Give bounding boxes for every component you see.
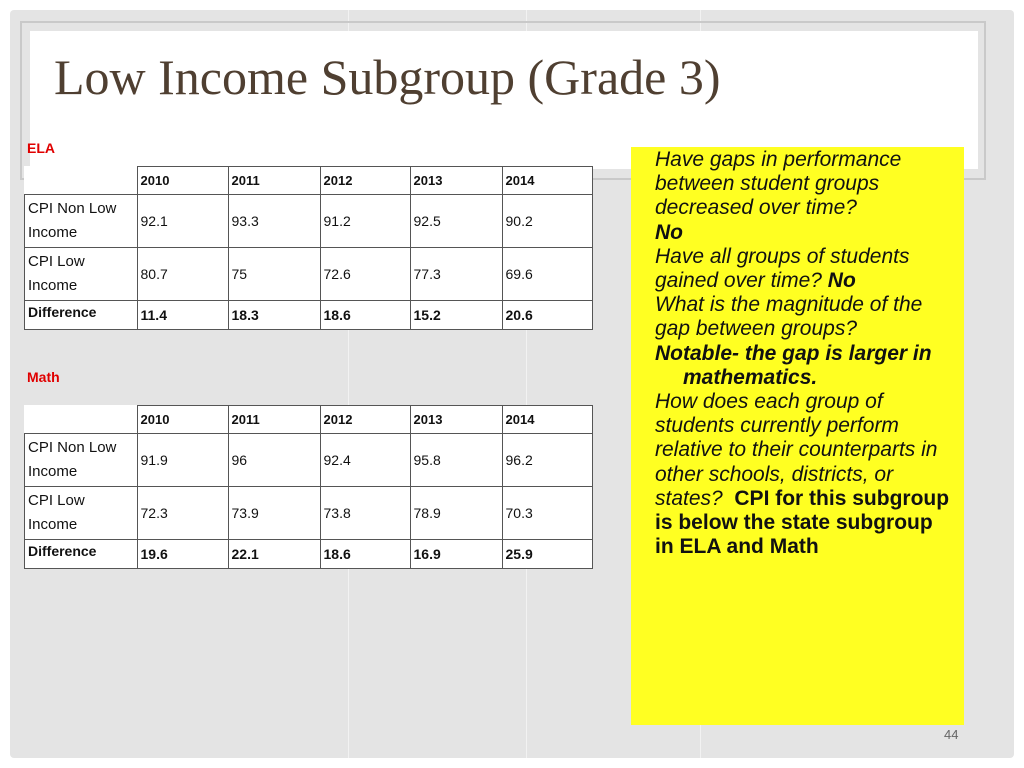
ela-section-label: ELA (27, 140, 55, 156)
answer-text: Notable- the gap is larger in mathematics. (655, 341, 932, 389)
questions-callout (631, 147, 964, 725)
table-cell: 91.2 (320, 195, 410, 248)
table-cell: 18.6 (320, 301, 410, 330)
ela-year-header: 2011 (228, 167, 320, 195)
ela-row-difference (25, 301, 593, 330)
row-label: CPI Non Low Income (25, 195, 138, 248)
page-number: 44 (944, 727, 959, 742)
question-with-answer (655, 390, 954, 559)
math-year-header: 2011 (228, 406, 320, 434)
table-cell: 77.3 (410, 248, 502, 301)
answer-text: No (655, 220, 683, 244)
question-text: How does each group of students currently perform relative to their counterparts in other schools, districts, or states? (655, 390, 938, 510)
table-cell: 15.2 (410, 301, 502, 330)
table-cell: 70.3 (502, 487, 592, 540)
table-cell: 73.9 (228, 487, 320, 540)
table-cell: 19.6 (137, 540, 228, 569)
math-year-header: 2010 (137, 406, 228, 434)
math-row-non-low-income (25, 434, 593, 487)
table-cell: 90.2 (502, 195, 592, 248)
table-cell: 25.9 (502, 540, 592, 569)
table-cell: 92.1 (137, 195, 228, 248)
table-cell: 20.6 (502, 301, 592, 330)
math-year-header: 2014 (502, 406, 592, 434)
table-cell: 22.1 (228, 540, 320, 569)
question-text: Have all groups of students gained over time? (655, 244, 910, 293)
table-cell: 73.8 (320, 487, 410, 540)
math-year-header: 2013 (410, 406, 502, 434)
math-year-header: 2012 (320, 406, 410, 434)
table-cell: 72.6 (320, 248, 410, 301)
row-label: CPI Non Low Income (25, 434, 138, 487)
table-cell: 92.4 (320, 434, 410, 487)
math-row-low-income (25, 487, 593, 540)
math-row-difference (25, 540, 593, 569)
table-cell: 96 (228, 434, 320, 487)
ela-corner-cell (25, 167, 138, 195)
table-cell: 11.4 (137, 301, 228, 330)
ela-year-header: 2012 (320, 167, 410, 195)
ela-row-low-income (25, 248, 593, 301)
table-cell: 93.3 (228, 195, 320, 248)
question-text: Have gaps in performance between student groups decreased over time? (655, 148, 902, 220)
slide-title: Low Income Subgroup (Grade 3) (54, 49, 721, 105)
row-label: Difference (25, 540, 138, 569)
math-section-label: Math (27, 369, 60, 385)
question-with-answer (655, 245, 954, 293)
math-corner-cell (25, 406, 138, 434)
row-label: Difference (25, 301, 138, 330)
table-cell: 80.7 (137, 248, 228, 301)
row-label: CPI Low Income (25, 487, 138, 540)
answer-text: No (827, 269, 856, 293)
table-cell: 95.8 (410, 434, 502, 487)
table-cell: 16.9 (410, 540, 502, 569)
table-cell: 18.3 (228, 301, 320, 330)
ela-year-header: 2013 (410, 167, 502, 195)
math-header-row (25, 406, 593, 434)
ela-year-header: 2010 (137, 167, 228, 195)
math-table (24, 405, 593, 569)
table-cell: 69.6 (502, 248, 592, 301)
row-label: CPI Low Income (25, 248, 138, 301)
answer-text: CPI for this subgroup is below the state subgroup in ELA and Math (655, 486, 950, 559)
table-cell: 96.2 (502, 434, 592, 487)
table-cell: 78.9 (410, 487, 502, 540)
ela-table (24, 166, 593, 330)
table-cell: 91.9 (137, 434, 228, 487)
ela-header-row (25, 167, 593, 195)
table-cell: 72.3 (137, 487, 228, 540)
question-text: What is the magnitude of the gap between groups? (655, 293, 923, 341)
ela-year-header: 2014 (502, 167, 592, 195)
table-cell: 75 (228, 248, 320, 301)
table-cell: 92.5 (410, 195, 502, 248)
table-cell: 18.6 (320, 540, 410, 569)
ela-row-non-low-income (25, 195, 593, 248)
